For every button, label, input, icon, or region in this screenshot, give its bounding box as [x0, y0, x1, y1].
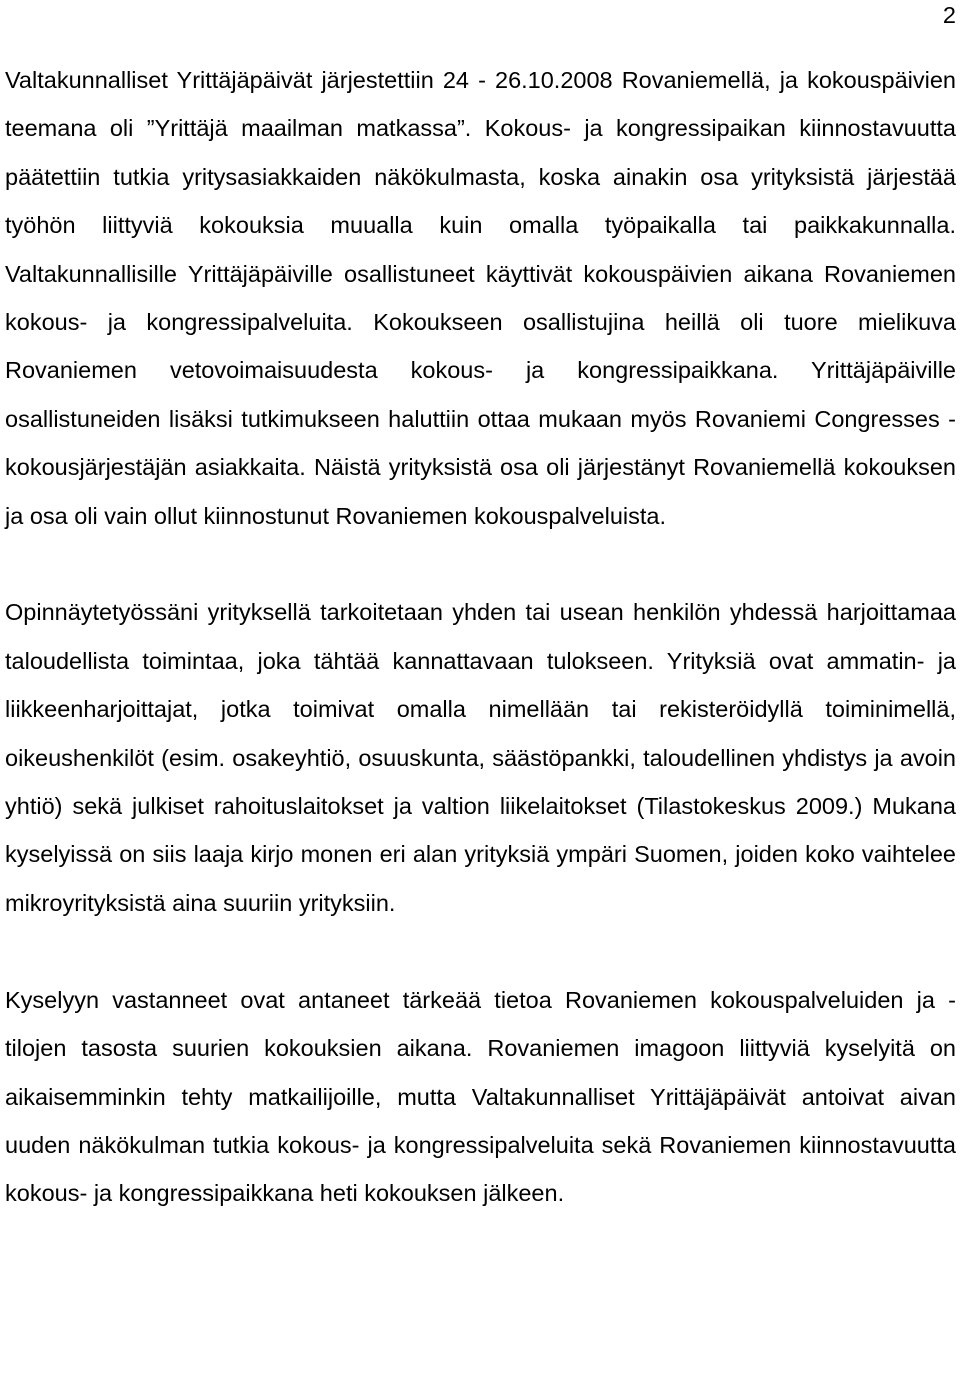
paragraph-company-definition: Opinnäytetyössäni yrityksellä tarkoitetaan yhden tai usean henkilön yhdessä harjoittamaa taloudellista toimintaa, joka tähtää kannattavaan tulokseen. Yrityksiä ovat ammatin- ja liikkeenharjoittajat, jotka toimivat omalla nimellään tai rekisteröidyllä toiminimellä, oikeushenkilöt (esim. osakeyhtiö, osuuskunta, säästöpankki, taloudellinen yhdistys ja avoin yhtiö) sekä julkiset rahoituslaitokset ja valtion liikelaitokset (Tilastokeskus 2009.) Mukana kyselyissä on siis laaja kirjo monen eri alan yrityksiä ympäri Suomen, joiden koko vaihtelee mikroyrityksistä aina suuriin yrityksiin.	[5, 599, 956, 916]
document-body	[5, 56, 956, 1218]
paragraph-survey-value: Kyselyyn vastanneet ovat antaneet tärkeää tietoa Rovaniemen kokouspalveluiden ja -tilojen tasosta suurien kokouksien aikana. Rovaniemen imagoon liittyviä kyselyitä on aikaisemminkin tehty matkailijoille, mutta Valtakunnalliset Yrittäjäpäivät antoivat aivan uuden näkökulman tutkia kokous- ja kongressipalveluita sekä Rovaniemen kiinnostavuutta kokous- ja kongressipaikkana heti kokouksen jälkeen.	[5, 986, 956, 1207]
paragraph-intro: Valtakunnalliset Yrittäjäpäivät järjestettiin 24 - 26.10.2008 Rovaniemellä, ja kokouspäivien teemana oli ”Yrittäjä maailman matkassa”. Kokous- ja kongressipaikan kiinnostavuutta päätettiin tutkia yritysasiakkaiden näkökulmasta, koska ainakin osa yrityksistä järjestää työhön liittyviä kokouksia muualla kuin omalla työpaikalla tai paikkakunnalla. Valtakunnallisille Yrittäjäpäiville osallistuneet käyttivät kokouspäivien aikana Rovaniemen kokous- ja kongressipalveluita. Kokoukseen osallistujina heillä oli tuore mielikuva Rovaniemen vetovoimaisuudesta kokous- ja kongressipaikkana. Yrittäjäpäiville osallistuneiden lisäksi tutkimukseen haluttiin ottaa mukaan myös Rovaniemi Congresses - kokousjärjestäjän asiakkaita. Näistä yrityksistä osa oli järjestänyt Rovaniemellä kokouksen ja osa oli vain ollut kiinnostunut Rovaniemen kokouspalveluista.	[5, 67, 956, 529]
page-number: 2	[942, 2, 956, 28]
